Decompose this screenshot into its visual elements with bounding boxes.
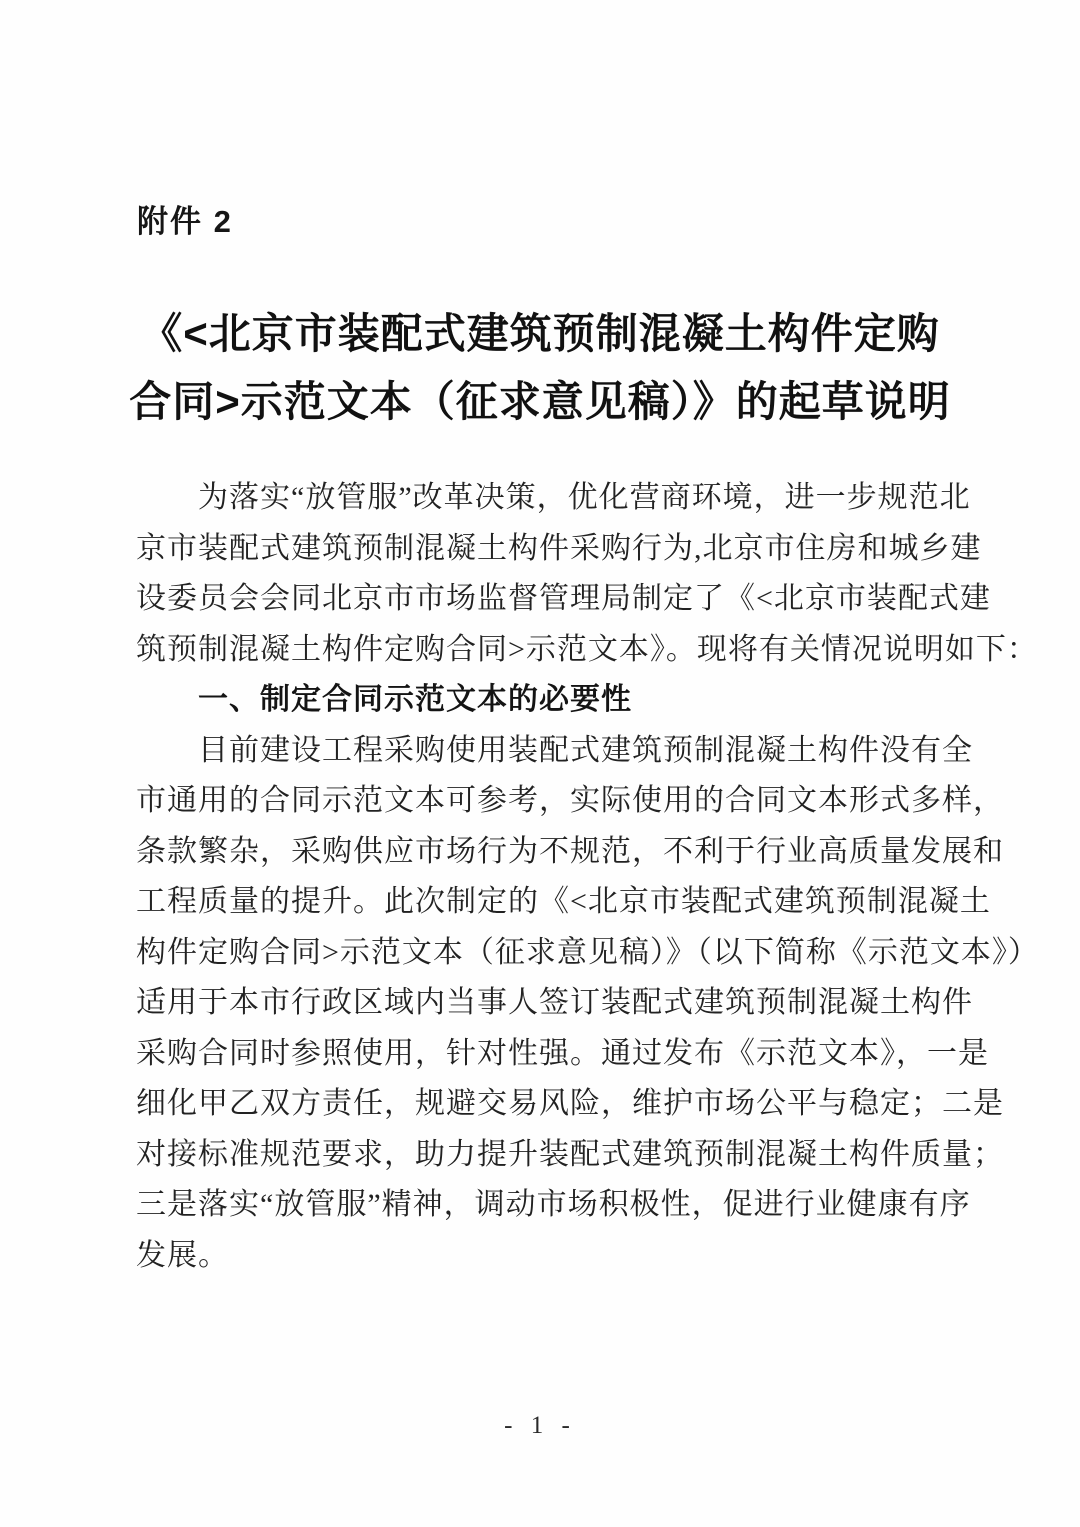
section-heading: 一、制定合同示范文本的必要性 [198, 683, 632, 716]
document-title-line-1: 《<北京市装配式建筑预制混凝土构件定购 [140, 310, 940, 357]
document-body [136, 473, 1039, 1281]
text-line: 构件定购合同>示范文本（征求意见稿）》（以下简称《示范文本》） [136, 935, 1039, 969]
attachment-label: 附件 2 [137, 204, 233, 239]
text-line: 工程质量的提升。此次制定的《<北京市装配式建筑预制混凝土 [136, 885, 991, 918]
text-line: 细化甲乙双方责任，规避交易风险，维护市场公平与稳定；二是 [136, 1087, 1004, 1120]
text-line: 发展。 [136, 1238, 229, 1272]
text-line: 筑预制混凝土构件定购合同>示范文本》。现将有关情况说明如下： [136, 632, 1038, 666]
text-line: 适用于本市行政区域内当事人签订装配式建筑预制混凝土构件 [136, 986, 973, 1019]
text-line: 条款繁杂，采购供应市场行为不规范，不利于行业高质量发展和 [136, 834, 1004, 868]
document-title [70, 300, 1010, 436]
text-line: 市通用的合同示范文本可参考，实际使用的合同文本形式多样， [136, 784, 1004, 817]
page-number: - 1 - [504, 1412, 576, 1439]
text-line: 三是落实“放管服”精神，调动市场积极性，促进行业健康有序 [136, 1188, 971, 1221]
text-line: 为落实“放管服”改革决策，优化营商环境，进一步规范北 [198, 481, 971, 514]
text-line: 对接标准规范要求，助力提升装配式建筑预制混凝土构件质量； [136, 1137, 1004, 1171]
text-line: 设委员会会同北京市市场监督管理局制定了《<北京市装配式建 [136, 582, 991, 615]
text-line: 采购合同时参照使用，针对性强。通过发布《示范文本》，一是 [136, 1036, 989, 1070]
text-line: 目前建设工程采购使用装配式建筑预制混凝土构件没有全 [198, 733, 973, 767]
document-title-line-2: 合同>示范文本（征求意见稿）》的起草说明 [129, 378, 951, 425]
text-line: 京市装配式建筑预制混凝土构件采购行为,北京市住房和城乡建 [136, 531, 982, 565]
